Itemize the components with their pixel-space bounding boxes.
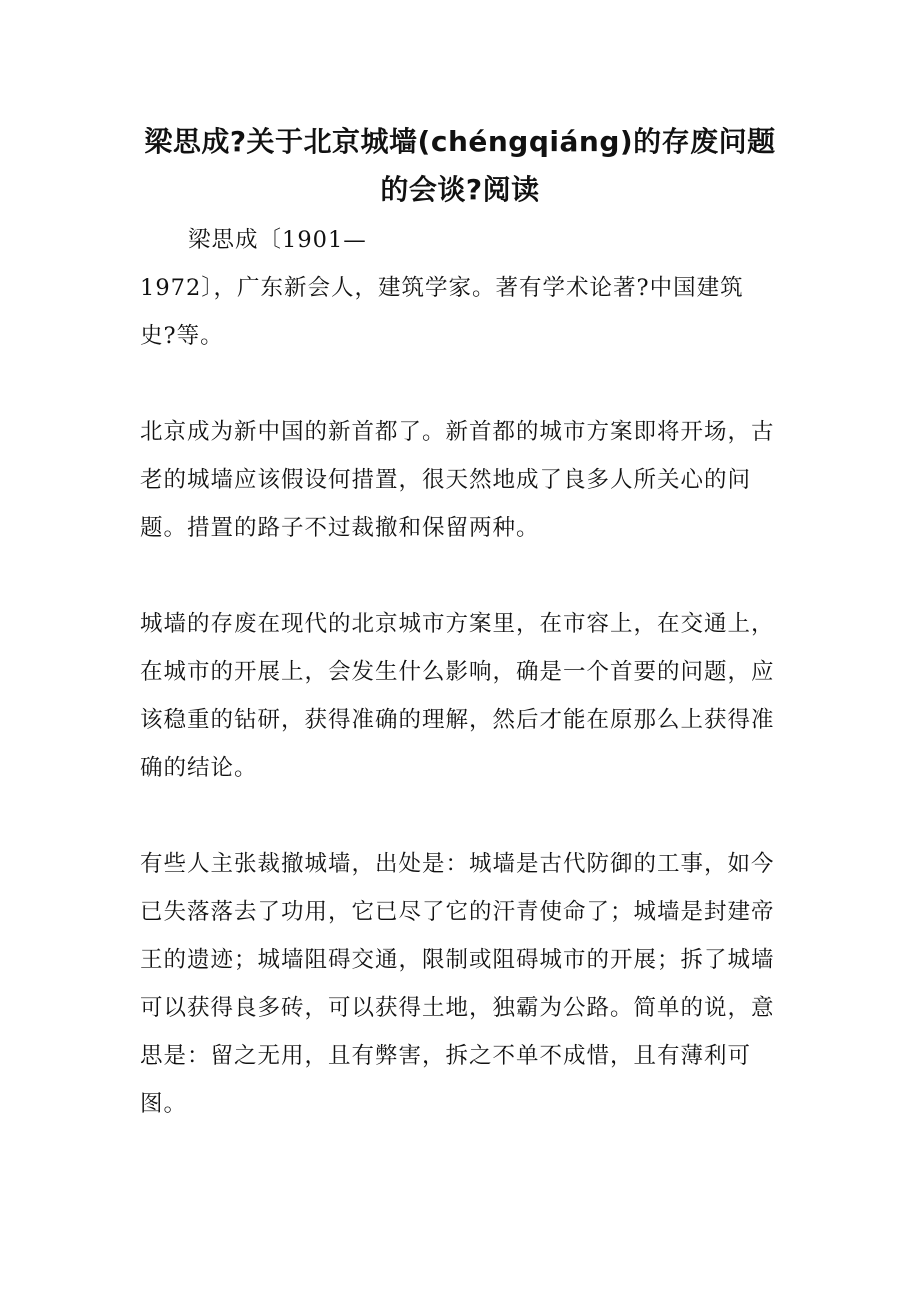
author-intro-line1: 梁思成〔1901— xyxy=(188,227,367,253)
author-intro xyxy=(140,216,780,360)
paragraph-2: 城墙的存废在现代的北京城市方案里，在市容上，在交通上，在城市的开展上，会发生什么影响，确是一个首要的问题，应该稳重的钻研，获得准确的理解，然后才能在原那么上获得准确的结论。 xyxy=(140,611,775,781)
document-page xyxy=(140,118,780,1128)
author-intro-line2: 1972〕，广东新会人，建筑学家。著有学术论著?中国建筑史?等。 xyxy=(140,275,744,349)
document-title: 梁思成?关于北京城墙(chéngqiáng)的存废问题的会谈?阅读 xyxy=(144,125,776,206)
paragraph-1: 北京成为新中国的新首都了。新首都的城市方案即将开场，古老的城墙应该假设何措置，很天然地成了良多人所关心的问题。措置的路子不过裁撤和保留两种。 xyxy=(140,419,775,541)
paragraph-gap xyxy=(140,552,780,600)
paragraph-gap xyxy=(140,360,780,408)
paragraph-gap xyxy=(140,792,780,840)
paragraph-3: 有些人主张裁撤城墙，出处是：城墙是古代防御的工事，如今已失落落去了功用，它已尽了它的汗青使命了；城墙是封建帝王的遗迹；城墙阻碍交通，限制或阻碍城市的开展；拆了城墙可以获得良多砖，可以获得土地，独霸为公路。简单的说，意思是：留之无用，且有弊害，拆之不单不成惜，且有薄利可图。 xyxy=(140,851,775,1117)
